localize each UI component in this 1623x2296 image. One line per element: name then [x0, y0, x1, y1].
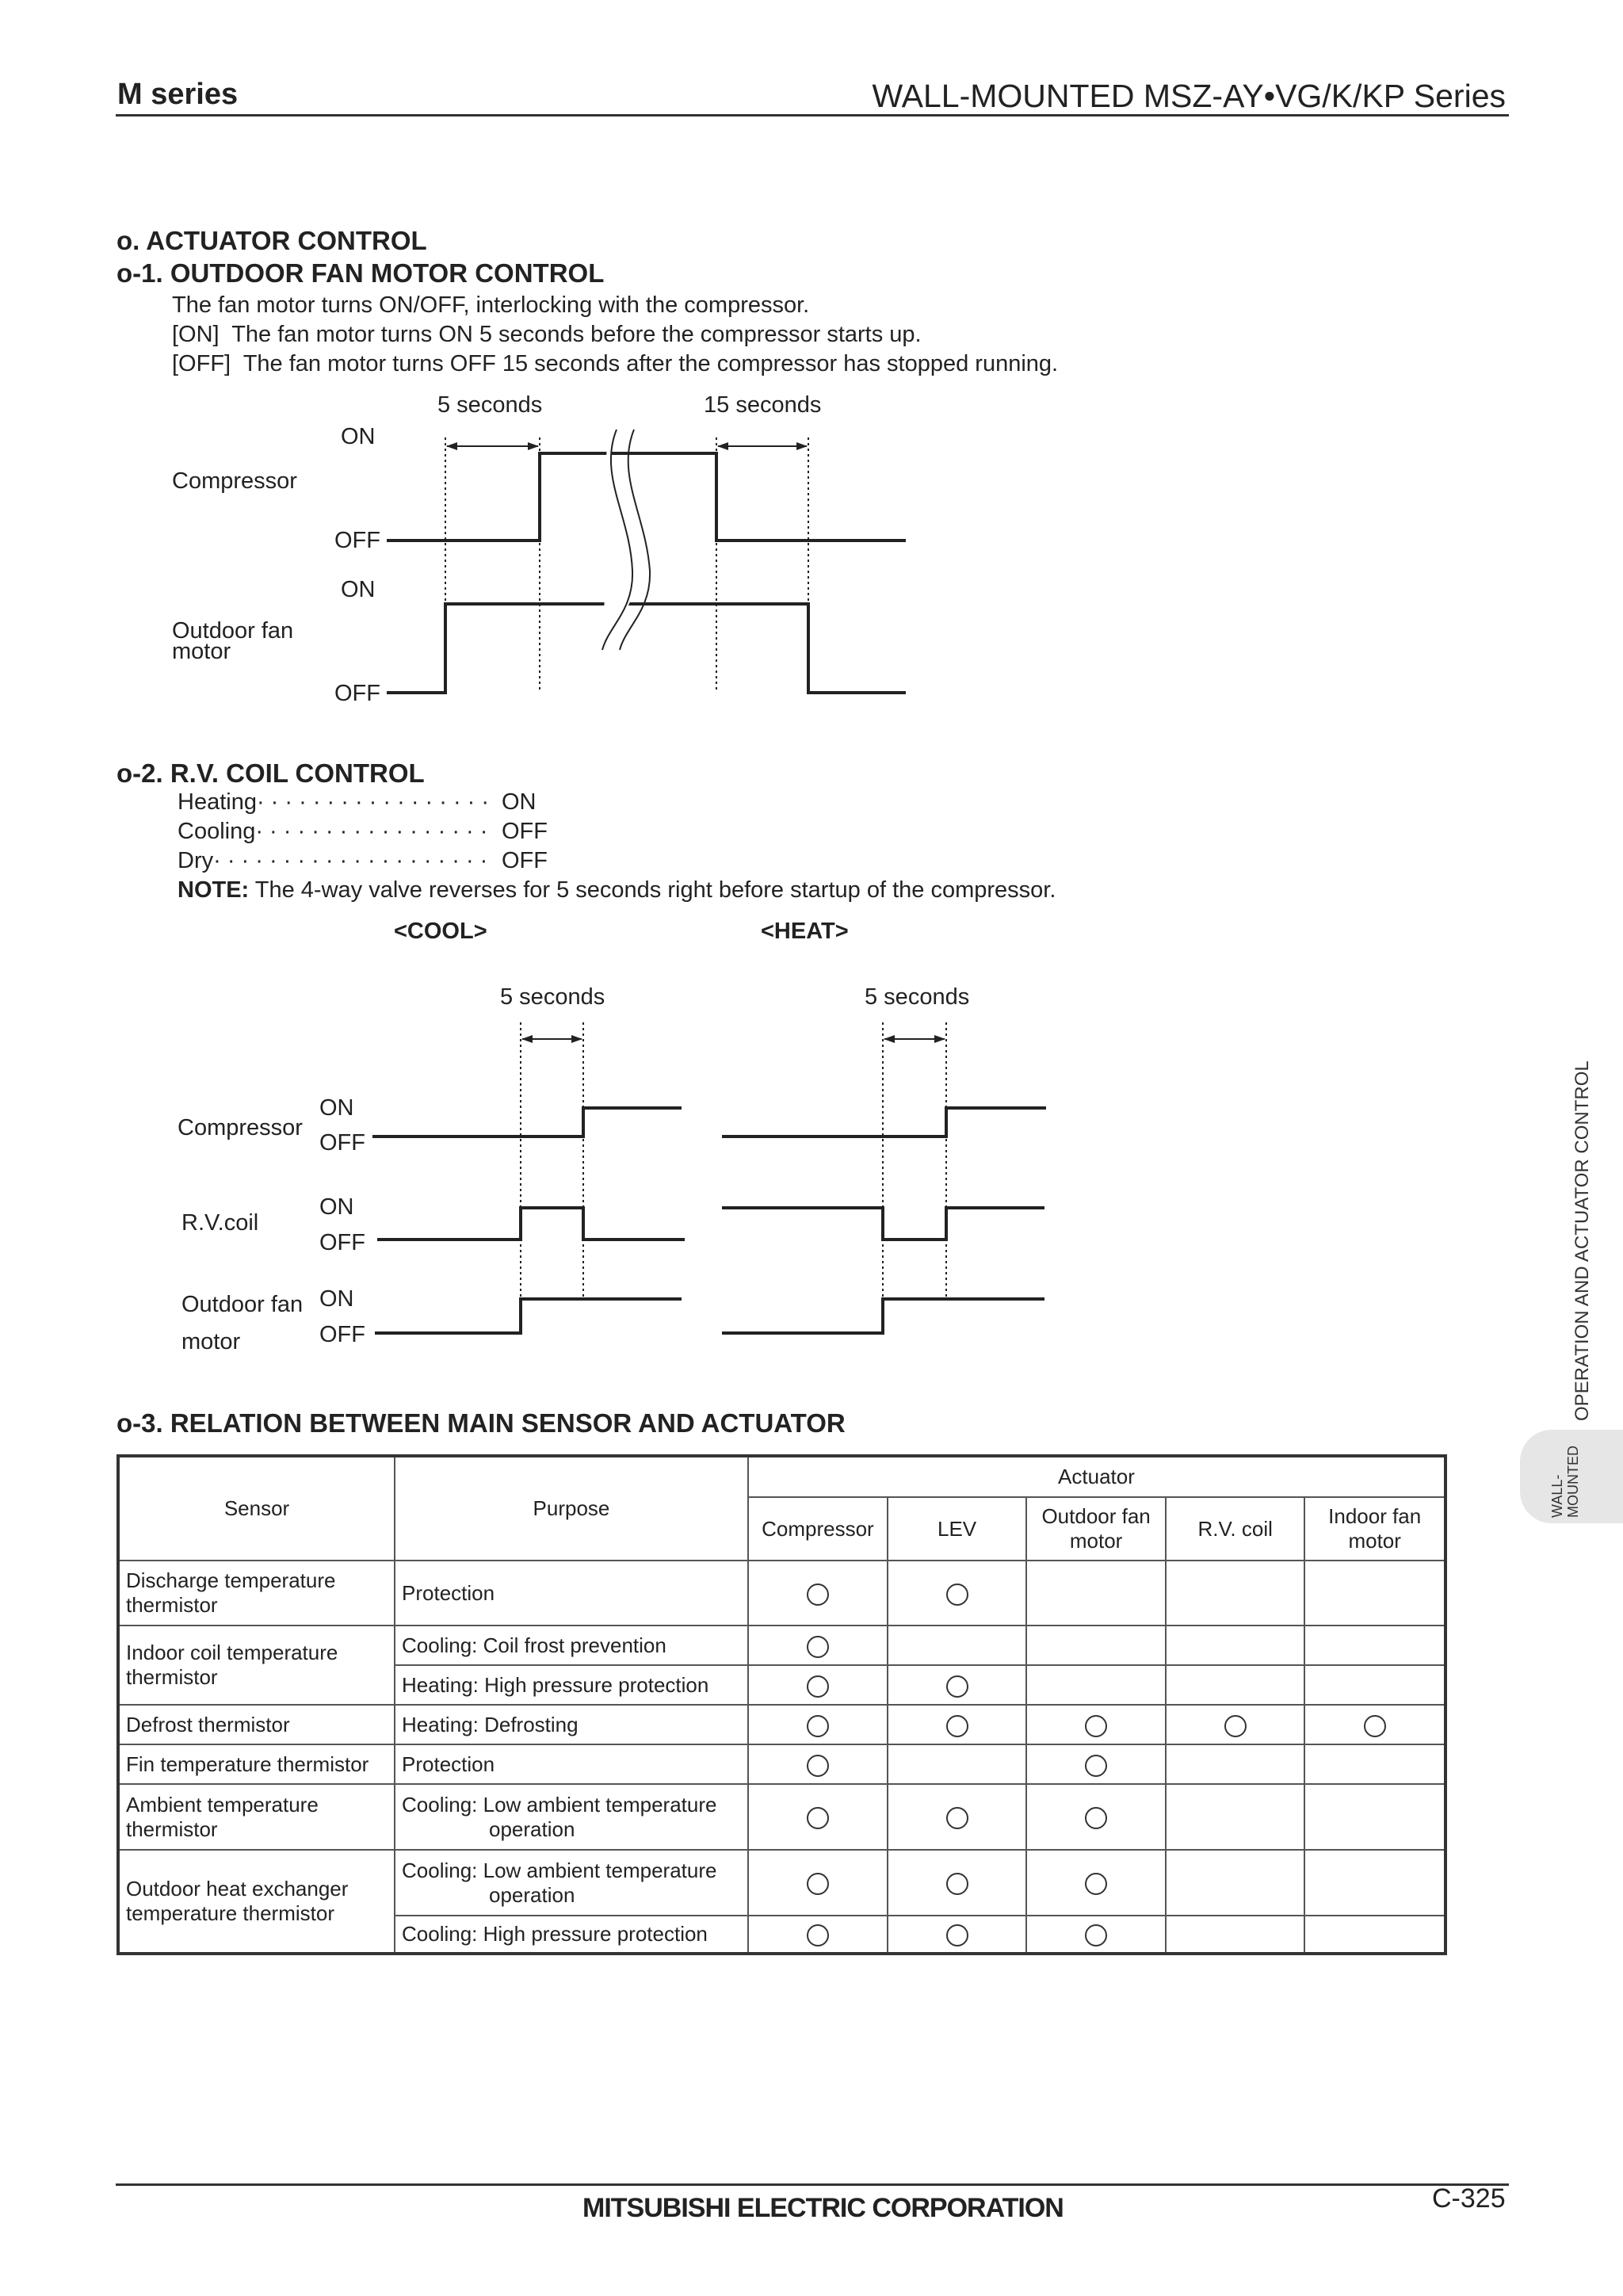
- mark-cell: [1166, 1705, 1304, 1744]
- o1-fan-off-label: OFF: [334, 681, 380, 706]
- heat-rv-wave: [722, 1208, 1044, 1240]
- check-circle-icon: [807, 1755, 829, 1777]
- table-row: [118, 1561, 1445, 1626]
- purpose-cell: Heating: High pressure protection: [395, 1665, 748, 1705]
- header-sensor: Sensor: [118, 1456, 395, 1561]
- check-circle-icon: [946, 1924, 968, 1946]
- rv-mode-dry-state: OFF: [502, 848, 548, 873]
- header-outdoor-fan: Outdoor fan motor: [1026, 1497, 1166, 1561]
- mark-cell: [1166, 1916, 1304, 1954]
- heat-heading: <HEAT>: [761, 919, 849, 944]
- mark-cell: [888, 1916, 1026, 1954]
- table-row: [118, 1850, 1445, 1916]
- rv-mode-dots: · · · · · · · · · · · · · · · · ·: [255, 819, 488, 844]
- o2-compressor-label: Compressor: [178, 1115, 303, 1140]
- purpose-cell: Protection: [395, 1744, 748, 1784]
- mark-cell: [1166, 1744, 1304, 1784]
- header-indoor-fan: Indoor fan motor: [1304, 1497, 1445, 1561]
- o1-compressor-label: Compressor: [172, 468, 297, 494]
- check-circle-icon: [807, 1873, 829, 1895]
- mark-cell: [1026, 1784, 1166, 1850]
- o2-rv-off-label: OFF: [319, 1230, 365, 1255]
- o1-line-3: [OFF] The fan motor turns OFF 15 seconds after the compressor has stopped running.: [172, 351, 1059, 376]
- check-circle-icon: [1085, 1715, 1107, 1737]
- mark-cell: [888, 1784, 1026, 1850]
- mark-cell: [888, 1561, 1026, 1626]
- o1-line-1: The fan motor turns ON/OFF, interlocking with the compressor.: [172, 292, 810, 318]
- mark-cell: [1026, 1561, 1166, 1626]
- purpose-cell: Cooling: Low ambient temperature operation: [395, 1784, 748, 1850]
- side-vertical-title: OPERATION AND ACTUATOR CONTROL: [1571, 1060, 1593, 1421]
- mark-cell: [748, 1626, 888, 1665]
- purpose-cell: Cooling: Low ambient temperature operation: [395, 1850, 748, 1916]
- mark-cell: [1026, 1665, 1166, 1705]
- header-lev: LEV: [888, 1497, 1026, 1561]
- o2-fan-off-label: OFF: [319, 1322, 365, 1347]
- mark-cell: [1304, 1850, 1445, 1916]
- o2-fan-label-2: motor: [181, 1329, 241, 1354]
- header-actuator: Actuator: [748, 1456, 1445, 1497]
- table-row: [118, 1626, 1445, 1665]
- sensor-cell: Ambient temperature thermistor: [118, 1784, 395, 1850]
- mark-cell: [1026, 1705, 1166, 1744]
- sensor-actuator-table: [116, 1454, 1447, 1955]
- header-rv-coil: R.V. coil: [1166, 1497, 1304, 1561]
- header-compressor: Compressor: [748, 1497, 888, 1561]
- o2-rv-label: R.V.coil: [181, 1210, 259, 1236]
- mark-cell: [888, 1850, 1026, 1916]
- cool-diagram: [372, 1022, 685, 1333]
- mark-cell: [1026, 1850, 1166, 1916]
- mark-cell: [1304, 1705, 1445, 1744]
- check-circle-icon: [807, 1584, 829, 1606]
- o1-compressor-on-label: ON: [341, 424, 376, 449]
- mark-cell: [1304, 1784, 1445, 1850]
- table-row: [118, 1705, 1445, 1744]
- check-circle-icon: [1085, 1807, 1107, 1829]
- heat-diagram: [722, 1022, 1046, 1333]
- check-circle-icon: [946, 1715, 968, 1737]
- header-title: WALL-MOUNTED MSZ-AY•VG/K/KP Series: [872, 78, 1506, 114]
- section-title-o2: o-2. R.V. COIL CONTROL: [116, 758, 425, 788]
- footer-rule: [116, 2183, 1509, 2186]
- o2-compressor-off-label: OFF: [319, 1130, 365, 1156]
- purpose-cell: Protection: [395, 1561, 748, 1626]
- check-circle-icon: [946, 1873, 968, 1895]
- o1-fan-on-label: ON: [341, 577, 376, 602]
- mark-cell: [748, 1705, 888, 1744]
- o1-fan-label-1: Outdoor fan: [172, 618, 294, 644]
- mark-cell: [1166, 1850, 1304, 1916]
- mark-cell: [1166, 1626, 1304, 1665]
- mark-cell: [1166, 1784, 1304, 1850]
- side-tab-label: WALL- MOUNTED: [1549, 1446, 1581, 1518]
- check-circle-icon: [1085, 1924, 1107, 1946]
- o1-timing-5s: 5 seconds: [437, 392, 543, 418]
- sensor-cell: Indoor coil temperature thermistor: [118, 1626, 395, 1705]
- check-circle-icon: [807, 1924, 829, 1946]
- mark-cell: [748, 1665, 888, 1705]
- check-circle-icon: [807, 1675, 829, 1698]
- cool-fan-wave: [375, 1299, 682, 1333]
- section-title-o3: o-3. RELATION BETWEEN MAIN SENSOR AND ACTUATOR: [116, 1408, 846, 1438]
- cool-compressor-wave: [372, 1108, 682, 1137]
- check-circle-icon: [807, 1715, 829, 1737]
- sensor-cell: Defrost thermistor: [118, 1705, 395, 1744]
- table-row: [118, 1744, 1445, 1784]
- o1-diagram: [387, 430, 906, 693]
- mark-cell: [888, 1665, 1026, 1705]
- mark-cell: [1026, 1916, 1166, 1954]
- header-series: M series: [117, 78, 239, 111]
- mark-cell: [1304, 1626, 1445, 1665]
- mark-cell: [748, 1916, 888, 1954]
- heat-fan-wave: [722, 1299, 1044, 1333]
- o1-compressor-wave: [387, 453, 906, 541]
- check-circle-icon: [946, 1807, 968, 1829]
- rv-mode-dots: · · · · · · · · · · · · · · · · ·: [256, 789, 490, 815]
- table-header-row-1: [118, 1456, 1445, 1497]
- footer-corporation: MITSUBISHI ELECTRIC CORPORATION: [582, 2193, 1064, 2223]
- o1-break-mark: [602, 431, 635, 650]
- o1-compressor-off-label: OFF: [334, 528, 380, 553]
- cool-timing-5s: 5 seconds: [500, 984, 605, 1010]
- rv-mode-dots: · · · · · · · · · · · · · · · · · · · ·: [213, 848, 488, 873]
- mark-cell: [1304, 1916, 1445, 1954]
- check-circle-icon: [946, 1675, 968, 1698]
- check-circle-icon: [1364, 1715, 1386, 1737]
- check-circle-icon: [946, 1584, 968, 1606]
- check-circle-icon: [807, 1636, 829, 1658]
- mark-cell: [1026, 1626, 1166, 1665]
- mark-cell: [1166, 1561, 1304, 1626]
- o1-fan-label-2: motor: [172, 639, 231, 664]
- purpose-cell: Cooling: Coil frost prevention: [395, 1626, 748, 1665]
- mark-cell: [1304, 1744, 1445, 1784]
- cool-heading: <COOL>: [394, 919, 487, 944]
- rv-mode-name: Dry: [178, 848, 214, 873]
- table-row: [118, 1784, 1445, 1850]
- mark-cell: [748, 1561, 888, 1626]
- o2-rv-on-label: ON: [319, 1194, 354, 1220]
- mark-cell: [748, 1850, 888, 1916]
- rv-note-label: NOTE:: [178, 877, 250, 903]
- mark-cell: [1304, 1665, 1445, 1705]
- section-title-o1: o-1. OUTDOOR FAN MOTOR CONTROL: [116, 258, 605, 288]
- o1-timing-15s: 15 seconds: [704, 392, 822, 418]
- check-circle-icon: [807, 1807, 829, 1829]
- mark-cell: [1304, 1561, 1445, 1626]
- check-circle-icon: [1085, 1873, 1107, 1895]
- rv-mode-name: Cooling: [178, 819, 256, 844]
- section-title-actuator-control: o. ACTUATOR CONTROL: [116, 226, 427, 255]
- sensor-cell: Fin temperature thermistor: [118, 1744, 395, 1784]
- purpose-cell: Cooling: High pressure protection: [395, 1916, 748, 1954]
- header-purpose: Purpose: [395, 1456, 748, 1561]
- o1-fan-wave: [387, 604, 906, 693]
- rv-mode-name: Heating: [178, 789, 257, 815]
- check-circle-icon: [1224, 1715, 1247, 1737]
- heat-timing-5s: 5 seconds: [865, 984, 970, 1010]
- heat-compressor-wave: [722, 1108, 1046, 1137]
- mark-cell: [888, 1744, 1026, 1784]
- cool-rv-wave: [377, 1208, 685, 1240]
- mark-cell: [1166, 1665, 1304, 1705]
- o1-line-2: [ON] The fan motor turns ON 5 seconds before the compressor starts up.: [172, 322, 922, 347]
- mark-cell: [748, 1784, 888, 1850]
- rv-note-text: The 4-way valve reverses for 5 seconds right before startup of the compressor.: [249, 877, 1056, 903]
- rv-mode-cooling-state: OFF: [502, 819, 548, 844]
- mark-cell: [1026, 1744, 1166, 1784]
- mark-cell: [748, 1744, 888, 1784]
- o2-fan-label-1: Outdoor fan: [181, 1292, 304, 1317]
- purpose-cell: Heating: Defrosting: [395, 1705, 748, 1744]
- o2-fan-on-label: ON: [319, 1286, 354, 1312]
- o2-compressor-on-label: ON: [319, 1095, 354, 1121]
- page-number: C-325: [1432, 2183, 1506, 2214]
- check-circle-icon: [1085, 1755, 1107, 1777]
- mark-cell: [888, 1626, 1026, 1665]
- sensor-cell: Outdoor heat exchanger temperature thermistor: [118, 1850, 395, 1954]
- mark-cell: [888, 1705, 1026, 1744]
- rv-mode-heating-state: ON: [502, 789, 537, 815]
- sensor-cell: Discharge temperature thermistor: [118, 1561, 395, 1626]
